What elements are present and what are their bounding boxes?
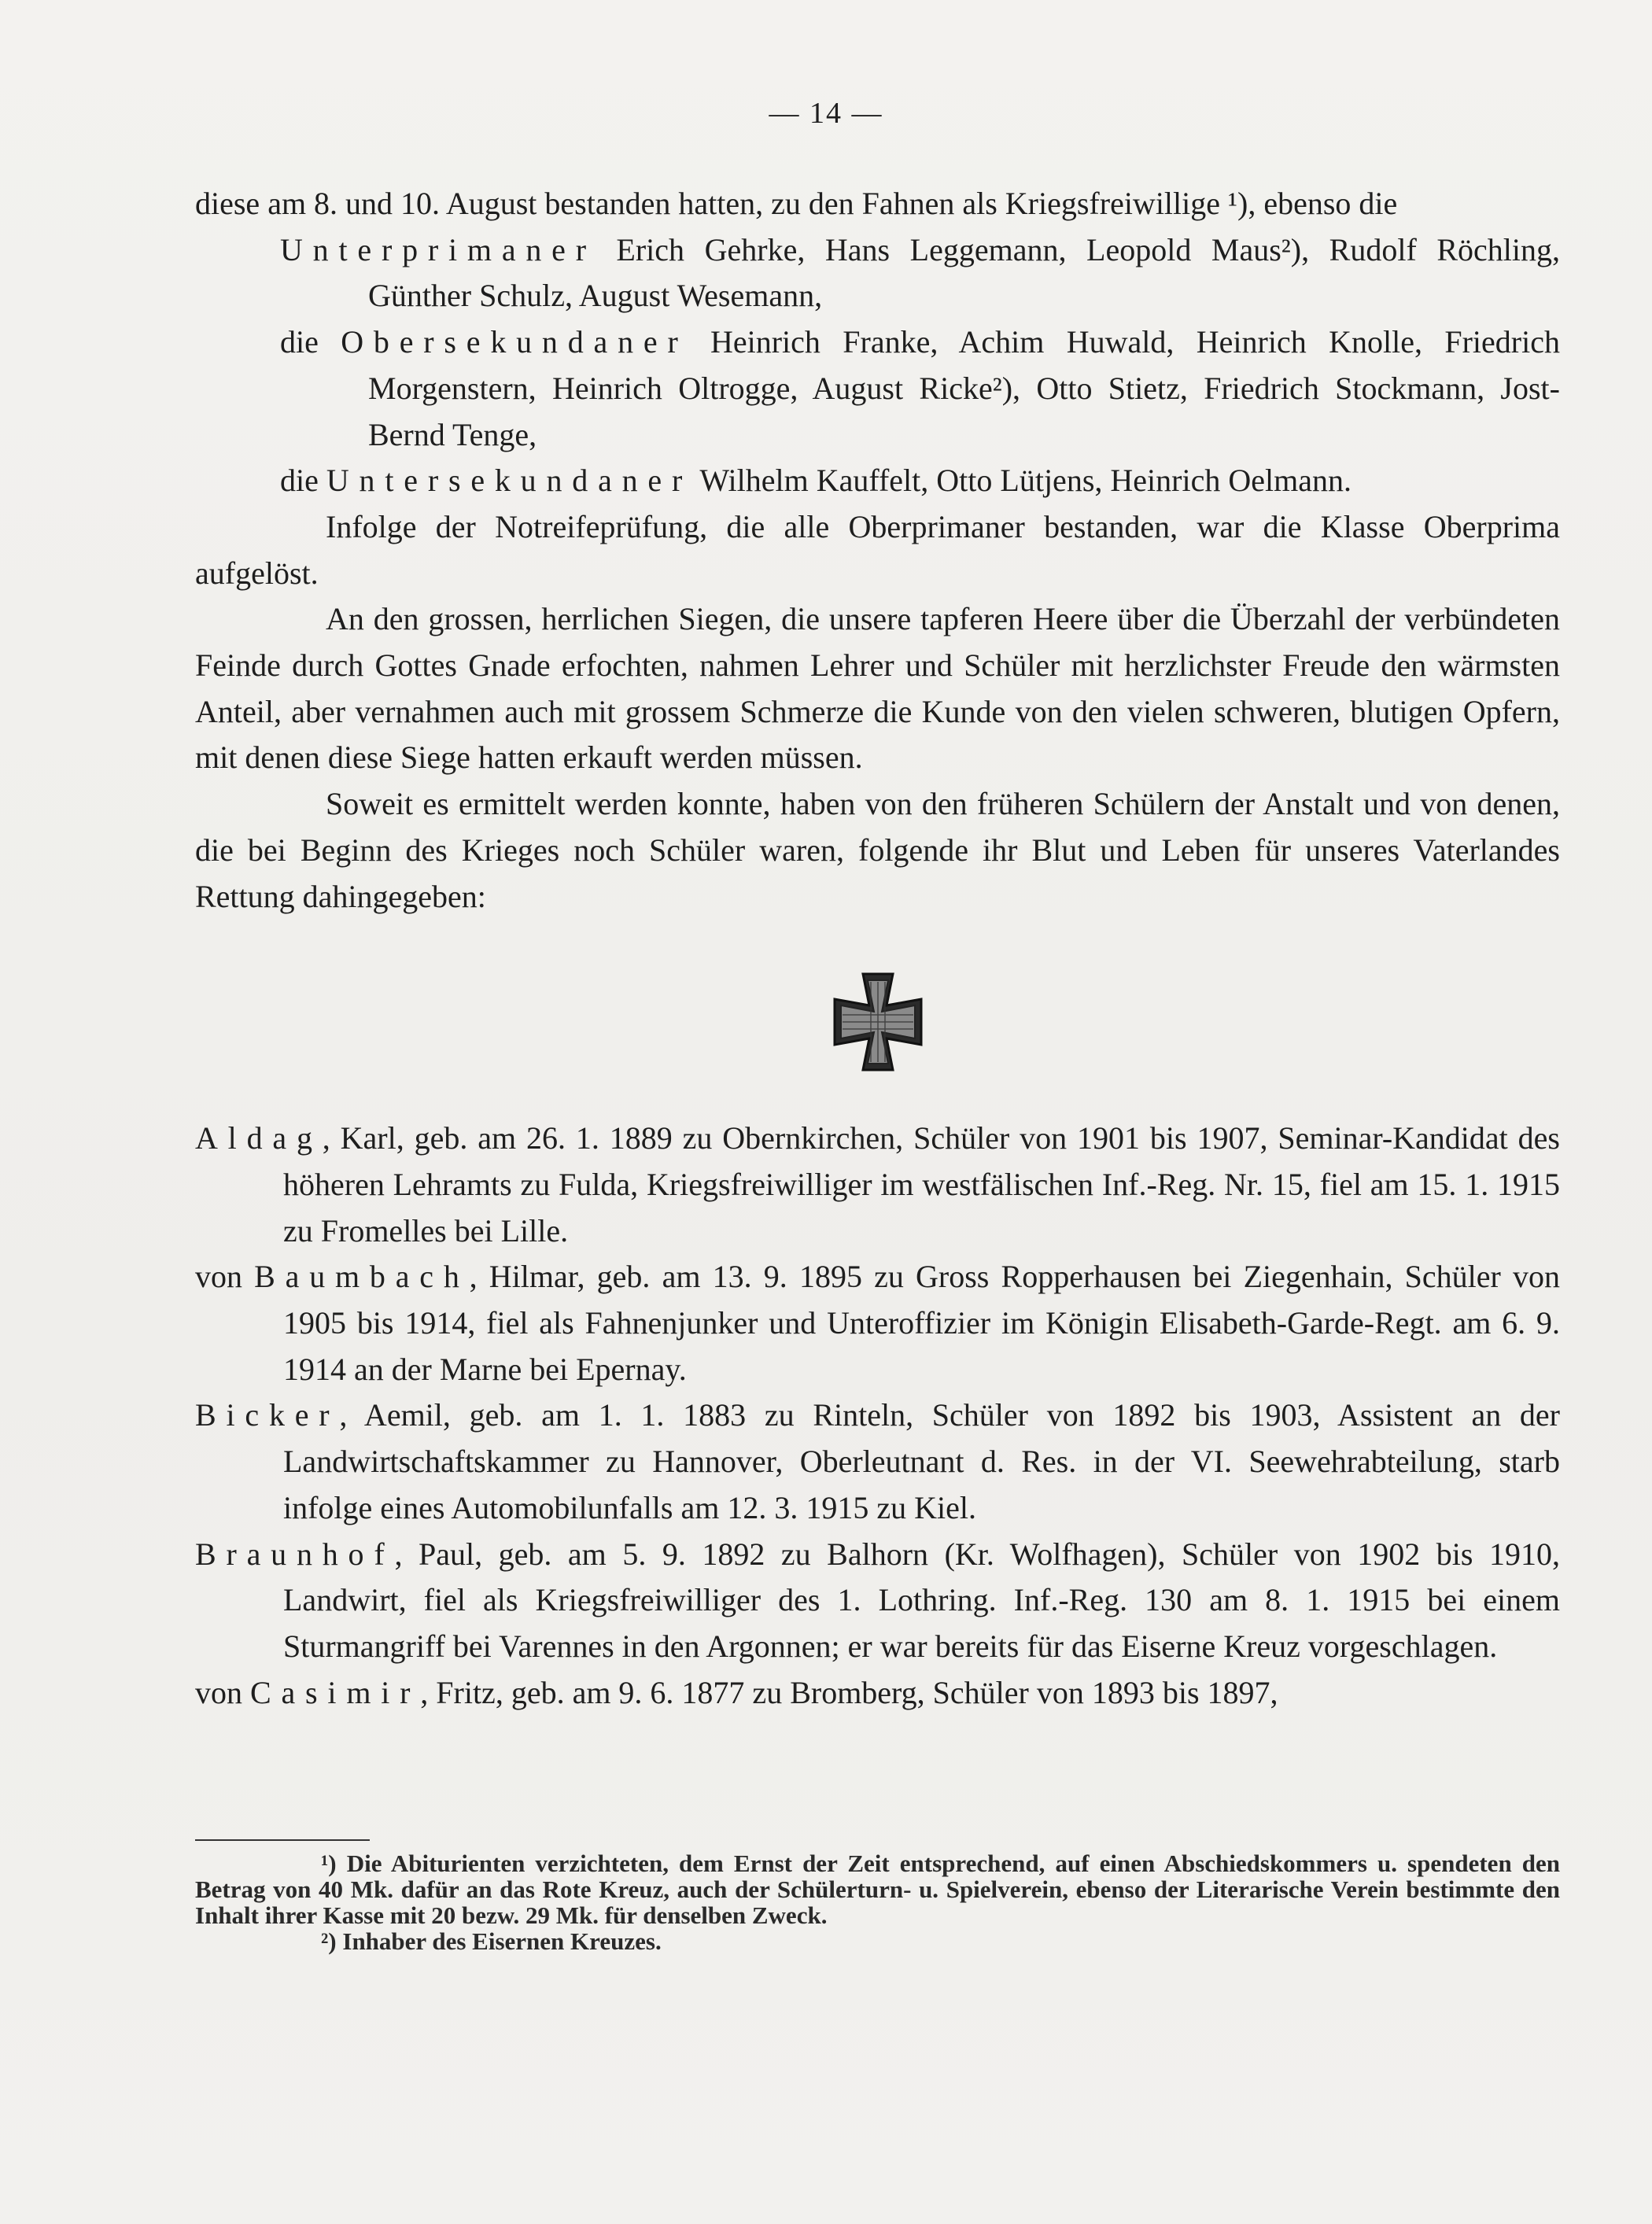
class-list-unterprimaner xyxy=(195,227,1560,319)
article-die: die xyxy=(280,463,326,499)
names-untersekundaner: Wilhelm Kauffelt, Otto Lütjens, Heinrich Oelmann. xyxy=(692,463,1351,499)
fallen-list xyxy=(195,1116,1560,1716)
entry-surname: Baumbach xyxy=(254,1259,470,1295)
entry-prefix: von xyxy=(195,1674,250,1710)
fallen-entry xyxy=(195,1670,1560,1717)
entry-surname: Braunhof xyxy=(195,1536,395,1572)
class-label-unterprimaner: Unterprimaner xyxy=(280,231,596,267)
entry-text: , Hilmar, geb. am 13. 9. 1895 zu Gross Ropperhausen bei Ziegenhain, Schüler von 1905 bis 1914, fiel als Fahnenjunker und Unteroffizier im Königin Elisabeth-Garde-Regt. am 6. 9. 1914 an der Marne bei Epernay. xyxy=(283,1259,1561,1387)
fallen-entry xyxy=(195,1116,1560,1254)
paragraph-notreife: Infolge der Notreifeprüfung, die alle Oberprimaner bestanden, war die Klasse Oberprima aufgelöst. xyxy=(195,508,1560,591)
paragraph-intro: diese am 8. und 10. August bestanden hatten, zu den Fahnen als Kriegsfreiwillige ¹), ebenso die xyxy=(195,186,1398,221)
entry-text: , Aemil, geb. am 1. 1. 1883 zu Rinteln, Schüler von 1892 bis 1903, Assistent an der Landwirtschaftskammer zu Hannover, Oberleutnant d. Res. in der VI. Seewehrabteilung, starb infolge eines Automobilunfalls am 12. 3. 1915 zu Kiel. xyxy=(283,1397,1560,1525)
footnote-mark: ¹) xyxy=(321,1850,337,1877)
fallen-entry xyxy=(195,1254,1560,1392)
footnote-1 xyxy=(195,1850,1560,1928)
footnotes xyxy=(195,1850,1560,1954)
entry-surname: Bicker xyxy=(195,1397,340,1433)
entry-text: , Karl, geb. am 26. 1. 1889 zu Obernkirchen, Schüler von 1901 bis 1907, Seminar-Kandidat des höheren Lehramts zu Fulda, Kriegsfreiwilliger im westfälischen Inf.-Reg. Nr. 15, fiel am 15. 1. 1915 zu Fromelles bei Lille. xyxy=(283,1120,1560,1248)
footnote-text: Die Abiturienten verzichteten, dem Ernst der Zeit entsprechend, auf einen Abschiedskommers u. spendeten den Betrag von 40 Mk. dafür an das Rote Kreuz, auch der Schülerturn- u. Spielverein, ebenso der Literarische Verein bestimmte den Inhalt ihrer Kasse mit 20 bezw. 29 Mk. für denselben Zweck. xyxy=(195,1850,1560,1929)
footnote-rule xyxy=(195,1839,370,1841)
main-text xyxy=(195,181,1560,1716)
iron-cross-icon xyxy=(195,971,1560,1073)
footnote-2 xyxy=(195,1928,1560,1954)
class-list-untersekundaner xyxy=(195,458,1560,504)
entry-prefix: von xyxy=(195,1259,255,1295)
entry-text: , Fritz, geb. am 9. 6. 1877 zu Bromberg, Schüler von 1893 bis 1897, xyxy=(420,1674,1278,1710)
paragraph-siege: An den grossen, herrlichen Siegen, die unsere tapferen Heere über die Überzahl der verbündeten Feinde durch Gottes Gnade erfochten, nahmen Lehrer und Schüler mit herzlichster Freude den wärmsten Anteil, aber vernahmen auch mit grossem Schmerze die Kunde von den vielen schweren, blutigen Opfern, mit denen diese Siege hatten erkauft werden müssen. xyxy=(195,601,1560,776)
class-label-untersekundaner: Untersekundaner xyxy=(326,463,693,499)
footnote-mark: ²) xyxy=(321,1927,337,1955)
footnote-text: Inhaber des Eisernen Kreuzes. xyxy=(336,1927,662,1955)
article-die: die xyxy=(280,324,341,360)
class-list-obersekundaner xyxy=(195,319,1560,458)
fallen-entry xyxy=(195,1392,1560,1531)
page-number: — 14 — xyxy=(769,97,883,130)
fallen-entry xyxy=(195,1532,1560,1670)
class-label-obersekundaner: Obersekundaner xyxy=(341,324,688,360)
entry-text: , Paul, geb. am 5. 9. 1892 zu Balhorn (Kr. Wolfhagen), Schüler von 1902 bis 1910, Landwirt, fiel als Kriegsfreiwilliger des 1. Lothring. Inf.-Reg. 130 am 8. 1. 1915 bei einem Sturmangriff bei Varennes in den Argonnen; er war bereits für das Eiserne Kreuz vorgeschlagen. xyxy=(283,1536,1560,1664)
entry-surname: Casimir xyxy=(250,1674,421,1710)
paragraph-gefallene: Soweit es ermittelt werden konnte, haben von den früheren Schülern der Anstalt und von denen, die bei Beginn des Krieges noch Schüler waren, folgende ihr Blut und Leben für unseres Vaterlandes Rettung dahingegeben: xyxy=(195,786,1560,914)
names-unterprimaner: Erich Gehrke, Hans Leggemann, Leopold Maus²), Rudolf Röchling, Günther Schulz, August Wesemann, xyxy=(368,231,1560,314)
entry-surname: Aldag xyxy=(195,1120,323,1156)
names-obersekundaner: Heinrich Franke, Achim Huwald, Heinrich Knolle, Friedrich Morgenstern, Heinrich Oltrogge, August Ricke²), Otto Stietz, Friedrich Stockmann, Jost-Bernd Tenge, xyxy=(368,324,1560,452)
